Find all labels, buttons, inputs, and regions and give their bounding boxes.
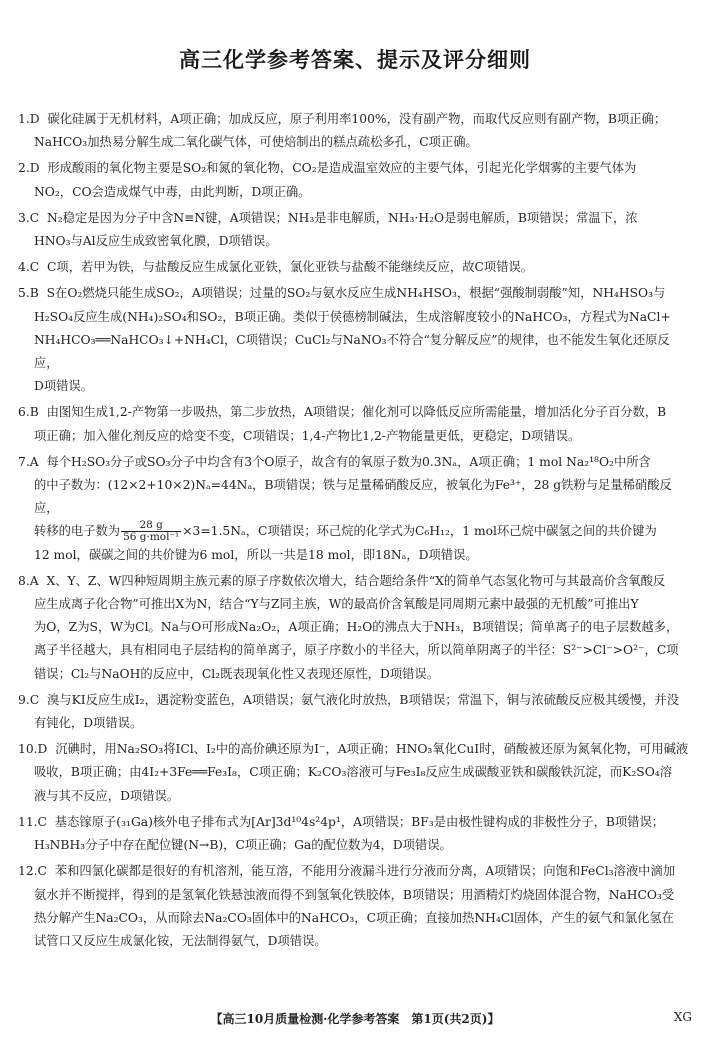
answer-text: 12 mol，碳碳之间的共价键为6 mol，所以一共是18 mol，即18Nₐ，D项错误。 (34, 547, 478, 562)
answer-line (18, 425, 692, 448)
answer-line (18, 689, 692, 712)
answer-line (18, 474, 692, 520)
answer-text: ×3=1.5Nₐ，C项错误；环己烷的化学式为C₆H₁₂，1 mol环己烷中碳氢之间的共价键为 (182, 524, 657, 539)
answer-line (18, 256, 692, 279)
answer-number: 3.C (18, 210, 40, 225)
answer-line (18, 451, 692, 474)
answer-text: HNO₃与Al反应生成致密氧化膜，D项错误。 (34, 234, 278, 249)
answer-line (18, 520, 692, 543)
answer-number: 7.A (18, 454, 39, 469)
answer-line (18, 712, 692, 735)
page-footer (0, 1010, 710, 1030)
answer-text: 溴与KI反应生成I₂，遇淀粉变蓝色，A项错误；氨气液化时放热，B项错误；常温下，铜与浓硫酸反应极其缓慢，并没 (46, 692, 679, 707)
answer-text: 有钝化，D项错误。 (34, 716, 143, 731)
answer-list (18, 108, 692, 953)
answer-text: H₃NBH₃分子中存在配位键(N→B)，C项正确；Ga的配位数为4，D项错误。 (34, 838, 452, 853)
answer-text: 液与其不反应，D项错误。 (34, 788, 180, 803)
answer-item (18, 282, 692, 398)
answer-text: 为O，Z为S，W为Cl。Na与O可形成Na₂O₂，A项正确；H₂O的沸点大于NH₃，B项错误；简单离子的电子层数越多， (34, 620, 679, 635)
answer-text: 每个H₂SO₃分子或SO₃分子中均含有3个O原子，故含有的氧原子数为0.3Nₐ，A项正确；1 mol Na₂¹⁸O₂中所含 (46, 454, 651, 469)
answer-number: 2.D (18, 161, 40, 176)
answer-item (18, 811, 692, 857)
answer-text: 沉碘时，用Na₂SO₃将ICl、I₂中的高价碘还原为I⁻，A项正确；HNO₃氧化CuI时，硝酸被还原为氮氧化物，可用碱液 (55, 742, 689, 757)
answer-number: 12.C (18, 864, 47, 879)
answer-text: 项正确；加入催化剂反应的焓变不变，C项错误；1,4-产物比1,2-产物能量更低，更稳定，D项错误。 (34, 428, 581, 443)
answer-line (18, 375, 692, 398)
answer-item (18, 207, 692, 253)
answer-text: H₂SO₄反应生成(NH₄)₂SO₄和SO₂，B项正确。类似于侯德榜制碱法，生成溶解度较小的NaHCO₃，方程式为NaCl+ (34, 309, 671, 324)
answer-number: 5.B (18, 286, 39, 301)
answer-text: C项，若甲为铁，与盐酸反应生成氯化亚铁，氯化亚铁与盐酸不能继续反应，故C项错误。 (46, 260, 534, 275)
answer-line (18, 785, 692, 808)
answer-line (18, 282, 692, 305)
answer-text: X、Y、Z、W四种短周期主族元素的原子序数依次增大，结合题给条件“X的简单气态氢化物可与其最高价含氧酸反 (46, 573, 666, 588)
answer-line (18, 329, 692, 375)
answer-line (18, 663, 692, 686)
answer-text: 苯和四氯化碳都是很好的有机溶剂，能互溶，不能用分液漏斗进行分液而分离，A项错误；向饱和FeCl₃溶液中滴加 (54, 864, 676, 879)
answer-line (18, 738, 692, 761)
answer-item (18, 157, 692, 203)
answer-line (18, 131, 692, 154)
answer-text: 热分解产生Na₂CO₃，从而除去Na₂CO₃固体中的NaHCO₃，C项正确；直接加热NH₄Cl固体，产生的氨气和氯化氢在 (34, 910, 674, 925)
answer-item (18, 738, 692, 808)
answer-line (18, 230, 692, 253)
answer-text: 应生成离子化合物”可推出X为N，结合“Y与Z同主族，W的最高价含氧酸是同周期元素中最强的无机酸”可推出Y (34, 597, 639, 612)
answer-text: 试管口又反应生成氯化铵，无法制得氨气，D项错误。 (34, 933, 327, 948)
fraction-denominator: 56 g·mol⁻¹ (123, 531, 180, 544)
answer-line (18, 639, 692, 662)
footer-text: 【高三10月质量检测·化学参考答案 第1页(共2页)】 (210, 1012, 500, 1026)
answer-line (18, 570, 692, 593)
answer-item (18, 256, 692, 279)
answer-line (18, 761, 692, 784)
answer-text: 转移的电子数为 (34, 524, 121, 539)
answer-text: NaHCO₃加热易分解生成二氧化碳气体，可使焙制出的糕点疏松多孔，C项正确。 (34, 135, 478, 150)
answer-text: 由图知生成1,2-产物第一步吸热，第二步放热，A项错误；催化剂可以降低反应所需能量，增加活化分子百分数，B (46, 405, 667, 420)
answer-number: 11.C (18, 814, 47, 829)
answer-item (18, 108, 692, 154)
answer-item (18, 860, 692, 953)
answer-text: 离子半径越大，具有相同电子层结构的简单离子，原子序数小的半径大，所以简单阴离子的半径：S²⁻>Cl⁻>O²⁻，C项 (34, 643, 679, 658)
answer-number: 10.D (18, 742, 48, 757)
answer-text: S在O₂燃烧只能生成SO₂，A项错误；过量的SO₂与氨水反应生成NH₄HSO₃，根据“强酸制弱酸”知，NH₄HSO₃与 (46, 286, 666, 301)
answer-text: NO₂，CO会造成煤气中毒，由此判断，D项正确。 (34, 184, 311, 199)
answer-text: 碳化硅属于无机材料，A项正确；加成反应，原子利用率100%，没有副产物，而取代反应则有副产物，B项正确； (47, 112, 667, 126)
answer-line (18, 108, 692, 131)
answer-line (18, 930, 692, 953)
answer-line (18, 907, 692, 930)
answer-line (18, 616, 692, 639)
answer-line (18, 181, 692, 204)
answer-item (18, 401, 692, 447)
answer-line (18, 811, 692, 834)
answer-line (18, 306, 692, 329)
answer-line (18, 401, 692, 424)
fraction (121, 520, 181, 543)
answer-number: 8.A (18, 573, 39, 588)
answer-line (18, 860, 692, 883)
page-title: 高三化学参考答案、提示及评分细则 (179, 47, 531, 72)
answer-item (18, 570, 692, 686)
answer-number: 4.C (18, 260, 40, 275)
answer-item (18, 451, 692, 567)
answer-line (18, 834, 692, 857)
answer-text: 错误；Cl₂与NaOH的反应中，Cl₂既表现氧化性又表现还原性，D项错误。 (34, 666, 440, 681)
answer-item (18, 689, 692, 735)
answer-line (18, 207, 692, 230)
answer-text: D项错误。 (34, 379, 94, 394)
answer-text: NH₄HCO₃══NaHCO₃↓+NH₄Cl，C项错误；CuCl₂与NaNO₃不符合“复分解反应”的规律，也不能发生氧化还原反应， (34, 332, 670, 371)
answer-text: 基态镓原子(₃₁Ga)核外电子排布式为[Ar]3d¹⁰4s²4p¹，A项错误；BF₃是由极性键构成的非极性分子，B项错误； (54, 814, 665, 829)
answer-line (18, 544, 692, 567)
answer-number: 1.D (18, 112, 40, 126)
answer-line (18, 157, 692, 180)
fraction-numerator: 28 g (121, 520, 181, 532)
answer-text: 的中子数为：(12×2+10×2)Nₐ=44Nₐ，B项错误；铁与足量稀硝酸反应，被氧化为Fe³⁺，28 g铁粉与足量稀硝酸反应， (34, 478, 672, 516)
answer-text: 形成酸雨的氧化物主要是SO₂和氮的氧化物，CO₂是造成温室效应的主要气体，引起光化学烟雾的主要气体为 (47, 161, 637, 176)
answer-text: 氨水并不断搅拌，得到的是氢氧化铁悬浊液而得不到氢氧化铁胶体，B项错误；用酒精灯灼烧固体混合物，NaHCO₃受 (34, 887, 675, 902)
footer-code: XG (673, 1010, 692, 1024)
answer-number: 9.C (18, 692, 40, 707)
answer-line (18, 593, 692, 616)
answer-line (18, 884, 692, 907)
answer-text: N₂稳定是因为分子中含N≡N键，A项错误；NH₃是非电解质，NH₃·H₂O是弱电解质，B项错误；常温下，浓 (46, 210, 638, 225)
answer-text: 吸收，B项正确；由4I₂+3Fe══Fe₃I₈，C项正确；K₂CO₃溶液可与Fe₃I₈反应生成碳酸亚铁和碳酸铁沉淀，而K₂SO₄溶 (34, 765, 673, 780)
answer-number: 6.B (18, 405, 39, 420)
